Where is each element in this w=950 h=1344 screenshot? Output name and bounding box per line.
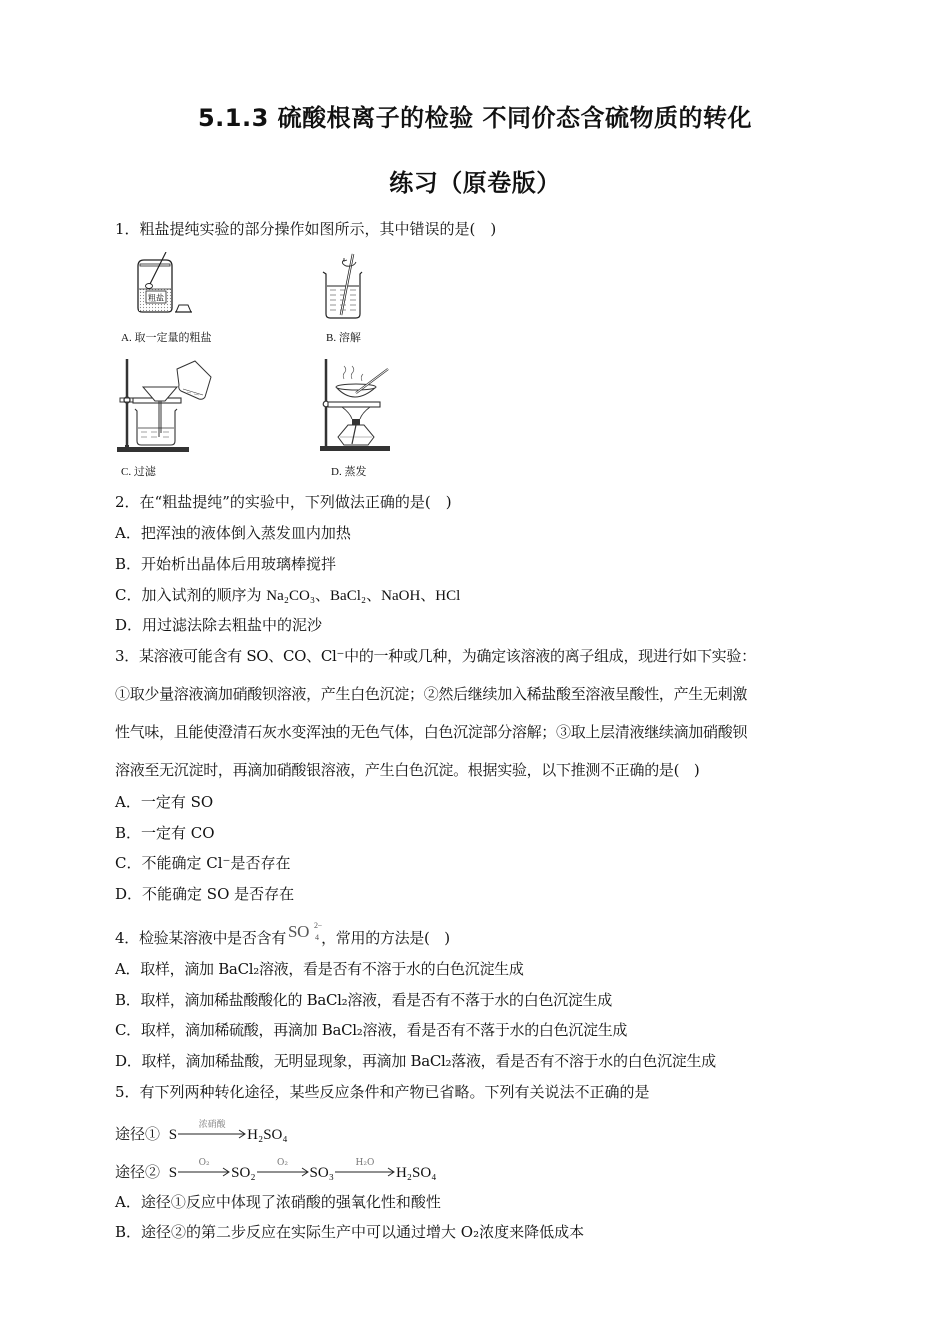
option-text: 取样，滴加稀硫酸，再滴加 BaCl₂溶液，看是否有不落于水的白色沉淀生成 (140, 1021, 628, 1039)
question-number: 5． (115, 1083, 140, 1101)
option-key: A． (115, 960, 141, 978)
option-text: 一定有 SO (140, 793, 214, 811)
route-product: H₂SO₄ (247, 1127, 288, 1143)
question-3-stem-line-3: 性气味，且能使澄清石灰水变浑浊的无色气体，白色沉淀部分溶解；③取上层清液继续滴加硝酸钡 (115, 723, 748, 741)
question-text: 在“粗盐提纯”的实验中，下列做法正确的是( ) (139, 493, 452, 511)
option-key: C． (115, 1021, 141, 1039)
beaker-stirring-rod-icon (318, 252, 368, 320)
option-key: C． (115, 854, 142, 872)
route-product: SO₃ (309, 1165, 334, 1181)
question-3-option-a[interactable] (115, 792, 213, 812)
option-text: 用过滤法除去粗盐中的泥沙 (142, 616, 323, 634)
route-start: S (168, 1127, 178, 1143)
document-subtitle: 练习（原卷版） (389, 169, 561, 197)
route-2 (115, 1158, 437, 1183)
question-4-option-c[interactable] (115, 1020, 627, 1040)
question-3-option-c[interactable] (115, 853, 290, 873)
route-label: 途径① (115, 1125, 161, 1143)
question-5-option-a[interactable] (115, 1192, 441, 1212)
reagent-jar-spatula-icon (130, 252, 210, 314)
question-2-option-b[interactable] (115, 554, 336, 574)
option-key: D． (115, 885, 143, 903)
ion-subscript: 4 (314, 933, 319, 942)
question-2-option-c[interactable] (115, 585, 460, 606)
option-text: 取样，滴加稀盐酸，无明显现象，再滴加 BaCl₂落液，看是否有不溶于水的白色沉淀生成 (141, 1052, 716, 1070)
option-key: B． (115, 1223, 142, 1241)
ion-charge: 2− (313, 921, 322, 930)
question-4-stem (115, 921, 450, 948)
option-key: B． (115, 824, 142, 842)
option-key: A． (115, 1193, 141, 1211)
option-text: 把浑浊的液体倒入蒸发皿内加热 (140, 524, 351, 542)
route-label: 途径② (115, 1163, 161, 1181)
option-text: 不能确定 Cl⁻是否存在 (141, 854, 291, 872)
option-key: B． (115, 991, 141, 1009)
question-text: ，常用的方法是( ) (321, 929, 450, 947)
reaction-arrow (335, 1158, 395, 1177)
option-text: 一定有 CO (141, 824, 215, 842)
option-text: 不能确定 SO 是否存在 (142, 885, 295, 903)
ion-base: SO (287, 922, 310, 941)
option-text: 取样，滴加稀盐酸酸化的 BaCl₂溶液，看是否有不落于水的白色沉淀生成 (140, 991, 612, 1009)
document-title: 5.1.3 硫酸根离子的检验 不同价态含硫物质的转化 (197, 104, 753, 132)
question-3-stem-line-2: ①取少量溶液滴加硝酸钡溶液，产生白色沉淀；②然后继续加入稀盐酸至溶液呈酸性，产生无刺激 (115, 685, 748, 703)
question-5-option-b[interactable] (115, 1222, 584, 1242)
figure-a-reagent-jar (130, 252, 210, 318)
reaction-arrow (257, 1158, 309, 1177)
question-number: 2． (115, 493, 140, 511)
question-number: 3． (115, 647, 139, 665)
option-key: C． (115, 586, 142, 604)
question-2-stem (115, 492, 452, 512)
option-chemical-formula: Na₂CO₃、BaCl₂、NaOH、HCl (266, 588, 461, 604)
figure-c-filtration (115, 357, 220, 461)
option-text: 开始析出晶体后用玻璃棒搅拌 (141, 555, 337, 573)
question-3-stem-line-1 (115, 646, 756, 666)
sulfate-ion-formula (287, 921, 322, 942)
option-key: D． (115, 1052, 142, 1070)
question-4-option-d[interactable] (115, 1051, 716, 1071)
question-1-stem (115, 219, 496, 239)
question-text: 有下列两种转化途径，某些反应条件和产物已省略。下列有关说法不正确的是 (139, 1083, 650, 1101)
question-3-stem-line-4: 溶液至无沉淀时，再滴加硝酸银溶液，产生白色沉淀。根据实验，以下推测不正确的是( ) (115, 761, 700, 779)
route-product: H₂SO₄ (395, 1165, 437, 1181)
option-key: A． (115, 524, 141, 542)
route-1 (115, 1120, 288, 1145)
question-3-option-b[interactable] (115, 823, 215, 843)
figure-d-caption: D. 蒸发 (331, 466, 367, 478)
question-text: 检验某溶液中是否含有 (138, 929, 286, 947)
reaction-condition: H₂O (355, 1158, 375, 1168)
reaction-condition: 浓硝酸 (198, 1120, 226, 1130)
reaction-condition: O₂ (198, 1158, 210, 1168)
figure-a-caption: A. 取一定量的粗盐 (121, 332, 212, 344)
question-text: 某溶液可能含有 SO、CO、Cl⁻中的一种或几种，为确定该溶液的离子组成，现进行如下实验： (138, 647, 756, 665)
option-key: D． (115, 616, 143, 634)
reaction-condition: O₂ (277, 1158, 289, 1168)
reaction-arrow (178, 1120, 246, 1139)
evaporation-dish-burner-icon (318, 357, 408, 457)
figure-b-caption: B. 溶解 (326, 332, 361, 344)
option-text: 途径①反应中体现了浓硝酸的强氧化性和酸性 (140, 1193, 441, 1211)
question-text: 粗盐提纯实验的部分操作如图所示，其中错误的是( ) (139, 220, 497, 238)
svg-text:粗盐: 粗盐 (148, 293, 164, 303)
figure-c-caption: C. 过滤 (121, 466, 156, 478)
option-text: 途径②的第二步反应在实际生产中可以通过增大 O₂浓度来降低成本 (141, 1223, 585, 1241)
question-number: 1． (115, 220, 140, 238)
route-product: SO₂ (231, 1165, 256, 1181)
question-number: 4． (115, 929, 139, 947)
option-text: 加入试剂的顺序为 (141, 586, 267, 604)
route-start: S (168, 1165, 178, 1181)
option-key: A． (115, 793, 141, 811)
question-4-option-b[interactable] (115, 990, 612, 1010)
reaction-arrow (178, 1158, 230, 1177)
figure-d-evaporation (318, 357, 408, 461)
question-4-option-a[interactable] (115, 959, 524, 979)
option-text: 取样，滴加 BaCl₂溶液，看是否有不溶于水的白色沉淀生成 (140, 960, 524, 978)
filtration-stand-icon (115, 357, 220, 457)
question-2-option-a[interactable] (115, 523, 351, 543)
question-2-option-d[interactable] (115, 615, 322, 635)
option-key: B． (115, 555, 142, 573)
question-3-option-d[interactable] (115, 884, 294, 904)
figure-b-dissolving (318, 252, 368, 324)
question-5-stem (115, 1082, 650, 1102)
